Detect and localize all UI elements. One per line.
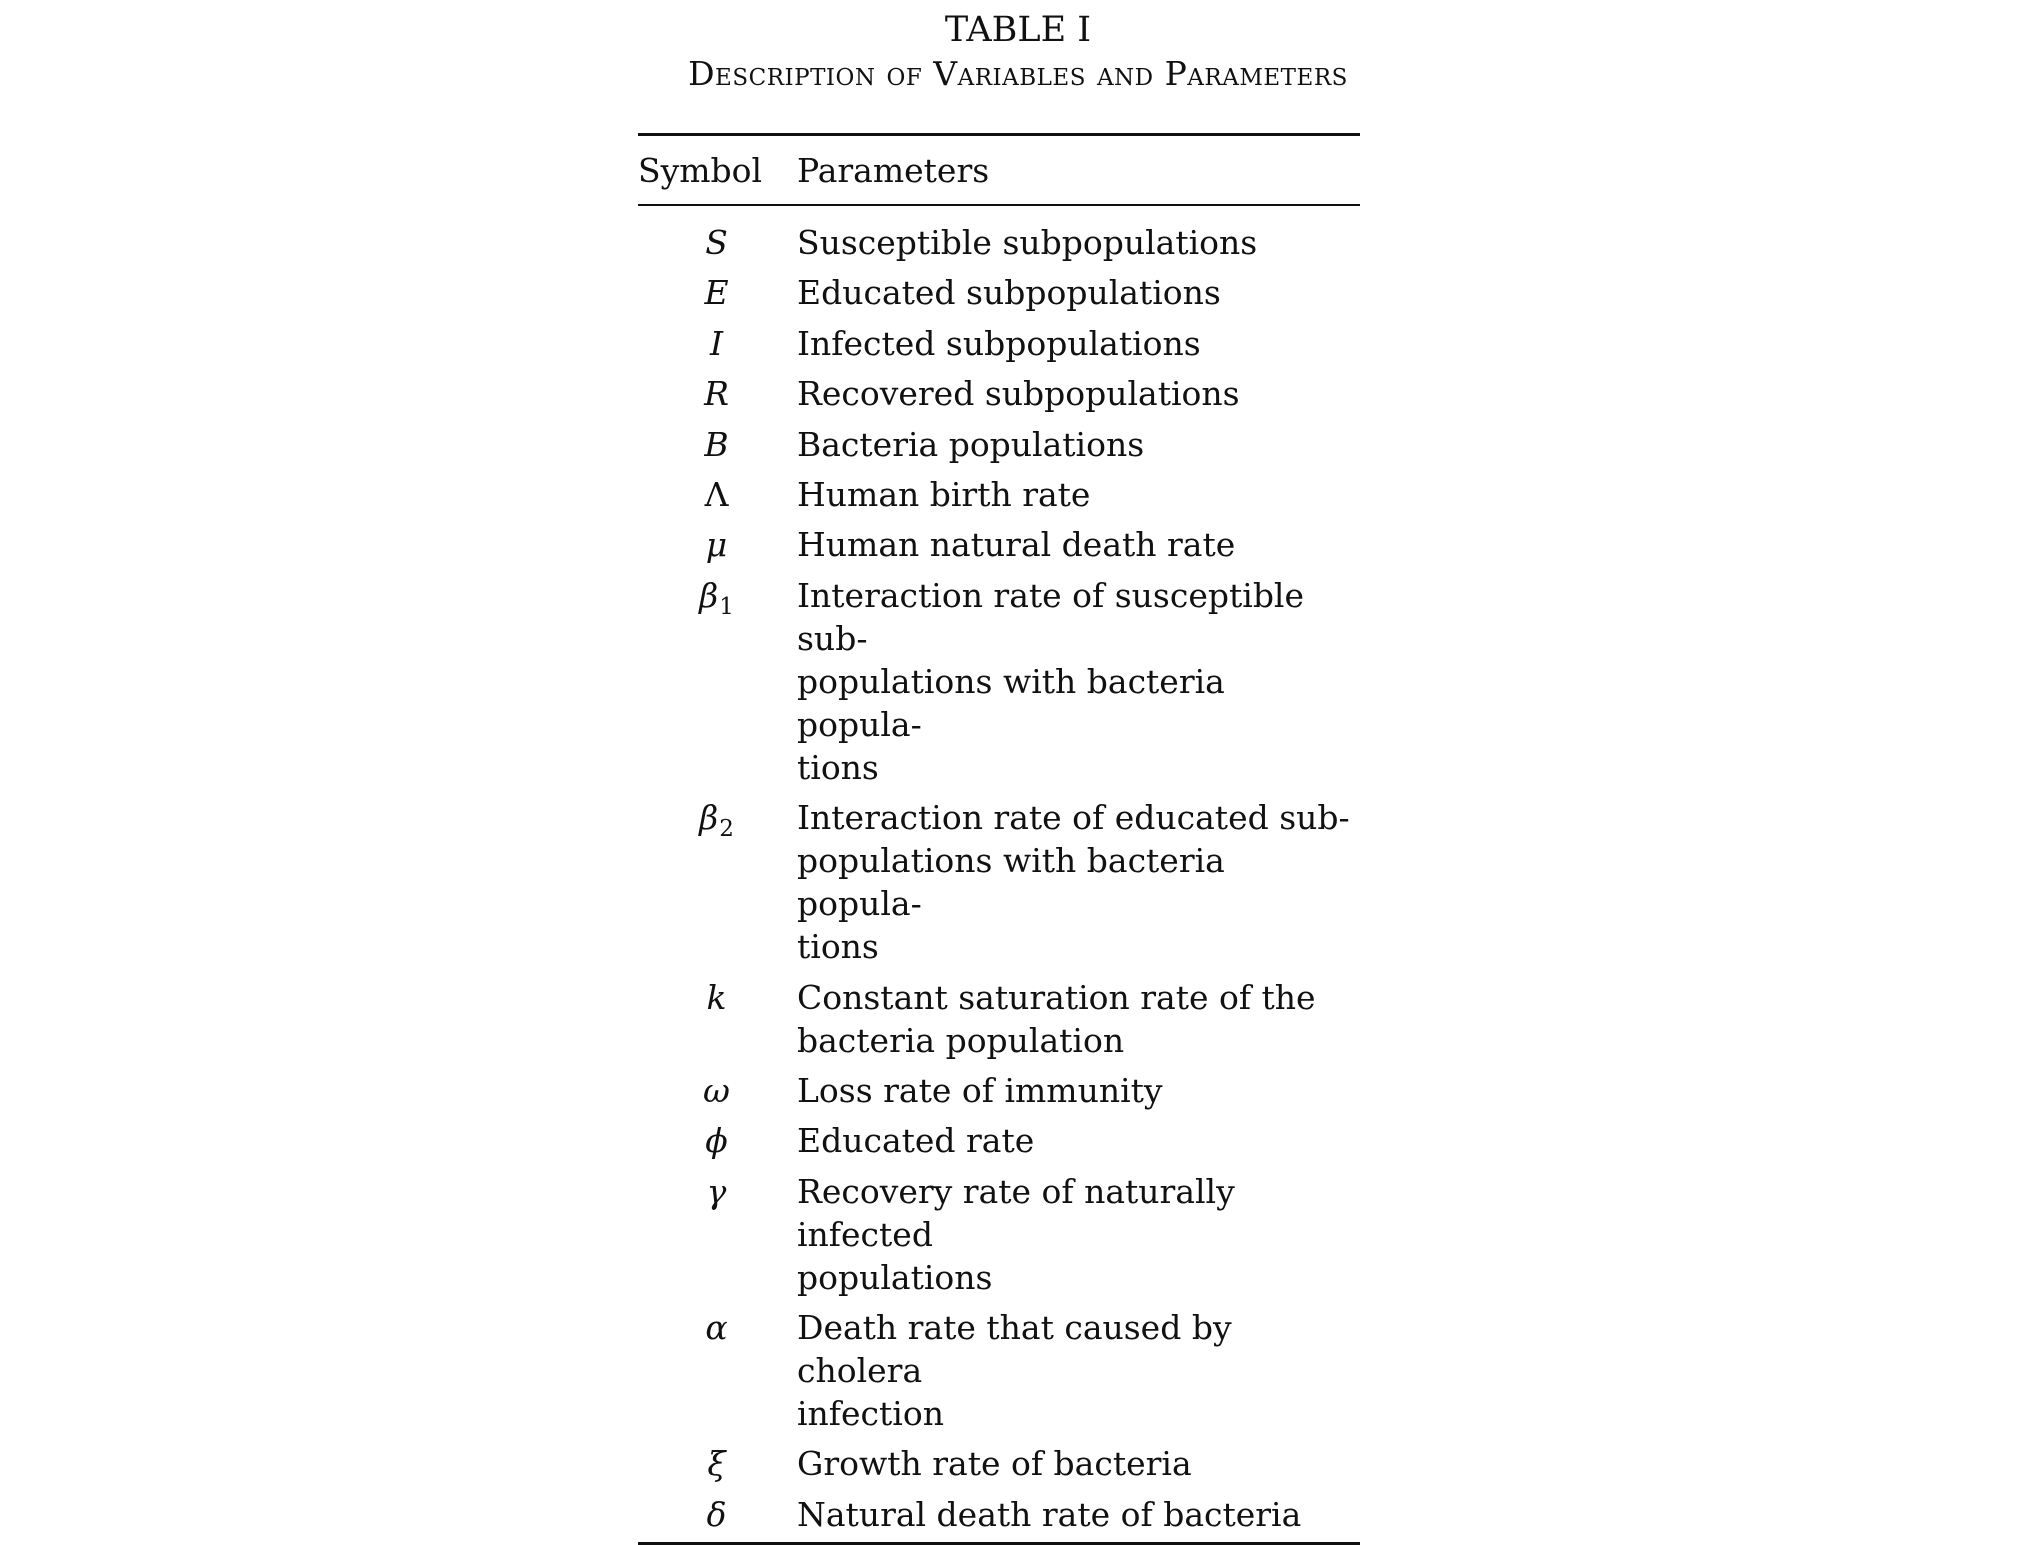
symbol-glyph: β [699, 575, 719, 615]
symbol-cell [638, 322, 795, 365]
description-cell [795, 523, 1360, 566]
symbol-glyph: ϕ [705, 1121, 728, 1161]
table-row [638, 976, 1360, 1062]
description-cell [795, 1119, 1360, 1162]
description-text: Constant saturation rate of the bacteria population [797, 977, 1316, 1060]
description-text: Human natural death rate [797, 525, 1236, 565]
symbol-glyph: Λ [704, 474, 729, 514]
symbol-cell [638, 271, 795, 314]
description-cell [795, 221, 1360, 264]
symbol-cell [638, 523, 795, 566]
symbol-cell [638, 1306, 795, 1349]
description-text: Interaction rate of susceptible sub- populations with bacteria popula- tions [797, 575, 1305, 787]
symbol-cell [638, 1493, 795, 1536]
symbol-cell [638, 796, 795, 844]
symbol-cell [638, 473, 795, 516]
table-subtitle: Description of Variables and Parameters [688, 54, 1348, 93]
symbol-glyph: ω [703, 1070, 730, 1110]
symbol-glyph: β [699, 798, 719, 838]
symbol-cell [638, 1119, 795, 1162]
table-row [638, 1170, 1360, 1299]
table-row [638, 1119, 1360, 1162]
symbol-glyph: B [704, 424, 729, 464]
table-header-row [638, 136, 1360, 204]
description-text: Growth rate of bacteria [797, 1444, 1192, 1484]
description-cell [795, 1069, 1360, 1112]
description-cell [795, 1306, 1360, 1435]
parameter-table [638, 133, 1360, 1545]
symbol-cell [638, 423, 795, 466]
symbol-subscript: 1 [719, 593, 734, 620]
description-cell [795, 322, 1360, 365]
symbol-glyph: S [705, 223, 728, 262]
description-text: Death rate that caused by cholera infection [797, 1308, 1232, 1434]
header-symbol: Symbol [638, 150, 763, 190]
symbol-glyph: ξ [707, 1444, 726, 1484]
description-cell [795, 796, 1360, 968]
symbol-glyph: γ [706, 1171, 727, 1211]
description-cell [795, 1170, 1360, 1299]
table-row [638, 1069, 1360, 1112]
description-cell [795, 473, 1360, 516]
description-text: Natural death rate of bacteria [797, 1494, 1302, 1534]
description-text: Human birth rate [797, 474, 1091, 514]
table-row [638, 523, 1360, 566]
symbol-glyph: μ [705, 525, 728, 565]
symbol-cell [638, 372, 795, 415]
table-row [638, 1306, 1360, 1435]
table-row [638, 1442, 1360, 1485]
table-row [638, 473, 1360, 516]
table-body [638, 206, 1360, 1542]
symbol-glyph: R [704, 374, 729, 414]
symbol-glyph: δ [706, 1494, 727, 1534]
description-text: Recovery rate of naturally infected populations [797, 1171, 1235, 1297]
description-text: Susceptible subpopulations [797, 223, 1258, 262]
symbol-glyph: E [704, 273, 729, 313]
description-text: Recovered subpopulations [797, 374, 1240, 414]
table-row [638, 796, 1360, 968]
symbol-cell [638, 976, 795, 1019]
table-row [638, 423, 1360, 466]
description-cell [795, 271, 1360, 314]
symbol-glyph: α [705, 1308, 728, 1348]
description-cell [795, 1493, 1360, 1536]
table-row [638, 574, 1360, 789]
description-text: Educated rate [797, 1121, 1035, 1161]
bottom-rule [638, 1542, 1360, 1545]
table-title: TABLE I [944, 10, 1092, 50]
header-parameters: Parameters [797, 150, 990, 190]
description-text: Educated subpopulations [797, 273, 1221, 313]
description-text: Interaction rate of educated sub- populations with bacteria popula- tions [797, 798, 1350, 967]
description-cell [795, 1442, 1360, 1485]
symbol-subscript: 2 [719, 816, 734, 843]
symbol-glyph: I [709, 323, 724, 363]
description-text: Bacteria populations [797, 424, 1145, 464]
description-cell [795, 372, 1360, 415]
table-row [638, 221, 1360, 264]
description-text: Loss rate of immunity [797, 1070, 1163, 1110]
description-cell [795, 976, 1360, 1062]
table-row [638, 322, 1360, 365]
table-row [638, 1493, 1360, 1536]
description-text: Infected subpopulations [797, 323, 1201, 363]
symbol-cell [638, 1170, 795, 1213]
description-cell [795, 423, 1360, 466]
symbol-glyph: k [706, 977, 727, 1017]
table-row [638, 271, 1360, 314]
symbol-cell [638, 221, 795, 264]
symbol-cell [638, 574, 795, 622]
symbol-cell [638, 1069, 795, 1112]
symbol-cell [638, 1442, 795, 1485]
table-row [638, 372, 1360, 415]
description-cell [795, 574, 1360, 789]
